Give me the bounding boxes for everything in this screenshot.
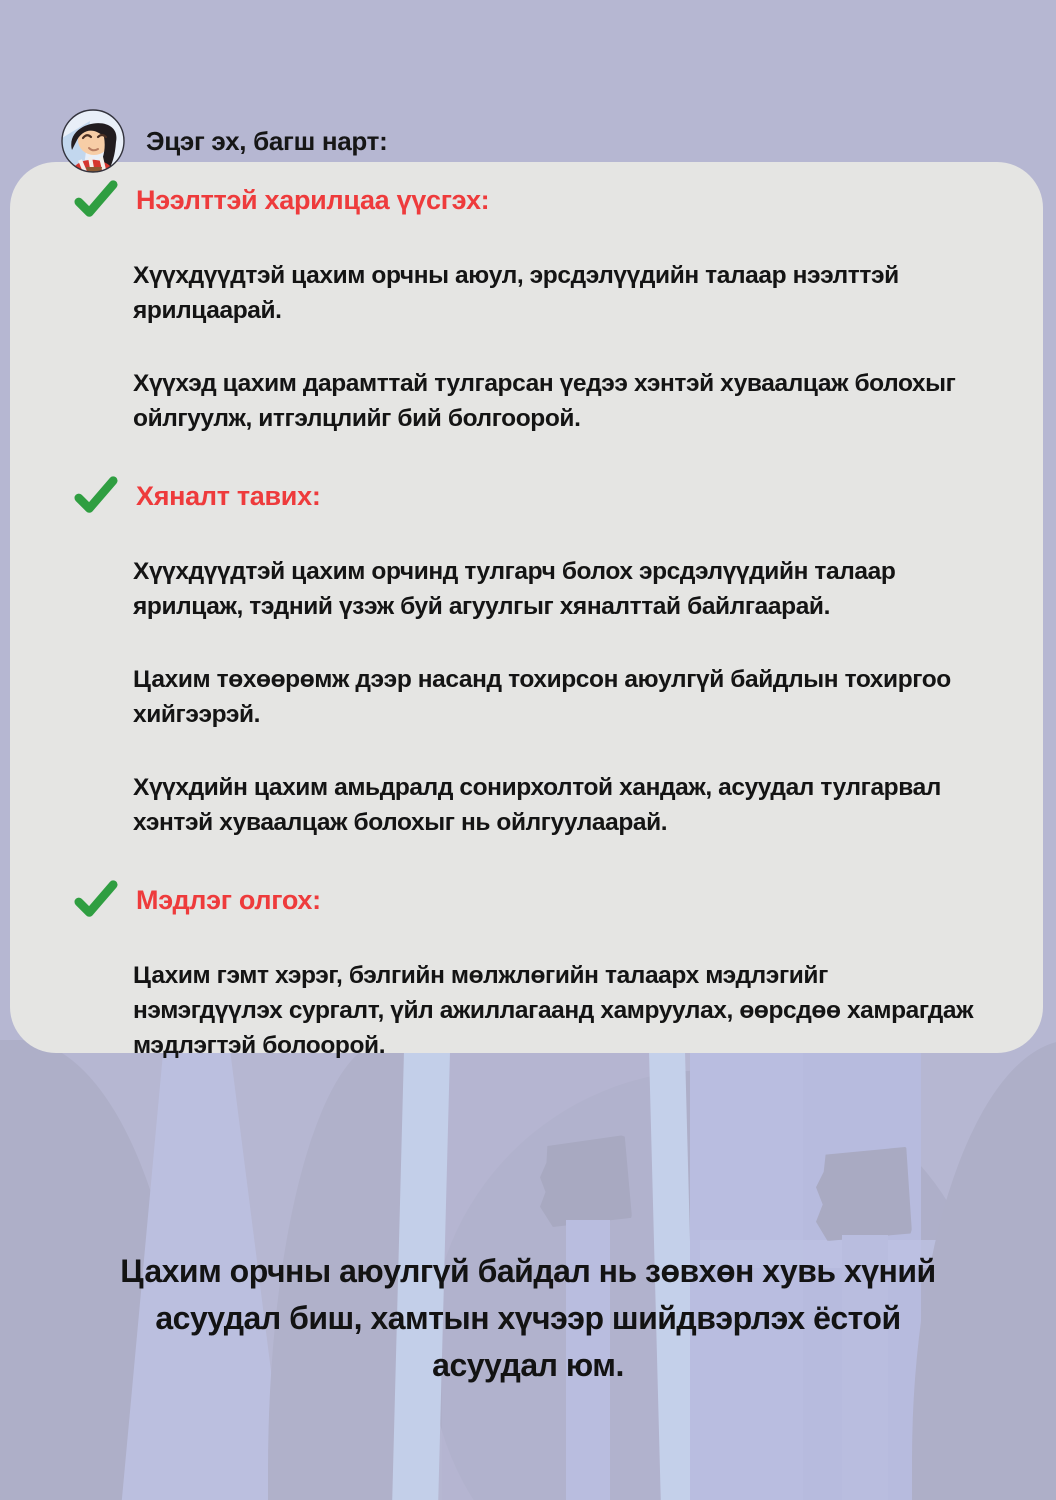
fist-silhouette <box>816 1145 912 1241</box>
content-card <box>10 162 1043 1059</box>
paragraph: Хүүхэд цахим дарамттай тулгарсан үедээ хэнтэй хуваалцаж болохыг ойлгуулж, итгэлцлийг бий болгоорой. <box>133 370 956 432</box>
section-heading: Мэдлэг олгох: <box>136 884 321 915</box>
checkmark-icon <box>74 476 118 516</box>
section-header <box>74 476 988 516</box>
section-heading: Нээлттэй харилцаа үүсгэх: <box>136 184 490 215</box>
footer-quote-text: Цахим орчны аюулгүй байдал нь зөвхөн хувь хүний асуудал биш, хамтын хүчээр шийдвэрлэх ёстой асуудал юм. <box>120 1253 936 1383</box>
section-monitoring <box>10 476 988 840</box>
section-header <box>74 880 988 920</box>
page-header <box>60 108 387 174</box>
footer-quote <box>0 1248 1056 1389</box>
girl-avatar-icon <box>60 108 126 174</box>
paragraph: Цахим төхөөрөмж дээр насанд тохирсон аюулгүй байдлын тохиргоо хийгээрэй. <box>133 666 951 728</box>
page-title: Эцэг эх, багш нарт: <box>146 125 388 156</box>
section-header <box>74 180 988 220</box>
checkmark-icon <box>74 180 118 220</box>
section-education <box>10 880 988 1063</box>
paragraph: Хүүхдийн цахим амьдралд сонирхолтой хандаж, асуудал тулгарвал хэнтэй хуваалцаж болохыг нь ойлгуулаарай. <box>133 774 941 836</box>
paragraph: Хүүхдүүдтэй цахим орчны аюул, эрсдэлүүдийн талаар нээлттэй ярилцаарай. <box>133 262 899 324</box>
section-heading: Хяналт тавих: <box>136 480 321 511</box>
checkmark-icon <box>74 880 118 920</box>
fist-silhouette <box>540 1135 632 1227</box>
section-open-communication <box>10 180 988 436</box>
paragraph: Цахим гэмт хэрэг, бэлгийн мөлжлөгийн талаарх мэдлэгийг нэмэгдүүлэх сургалт, үйл ажиллагаанд хамруулах, өөрсдөө хамрагдаж мэдлэгтэй болоорой. <box>133 962 974 1059</box>
paragraph: Хүүхдүүдтэй цахим орчинд тулгарч болох эрсдэлүүдийн талаар ярилцаж, тэдний үзэж буй агуулгыг хяналттай байлгаарай. <box>133 558 896 620</box>
